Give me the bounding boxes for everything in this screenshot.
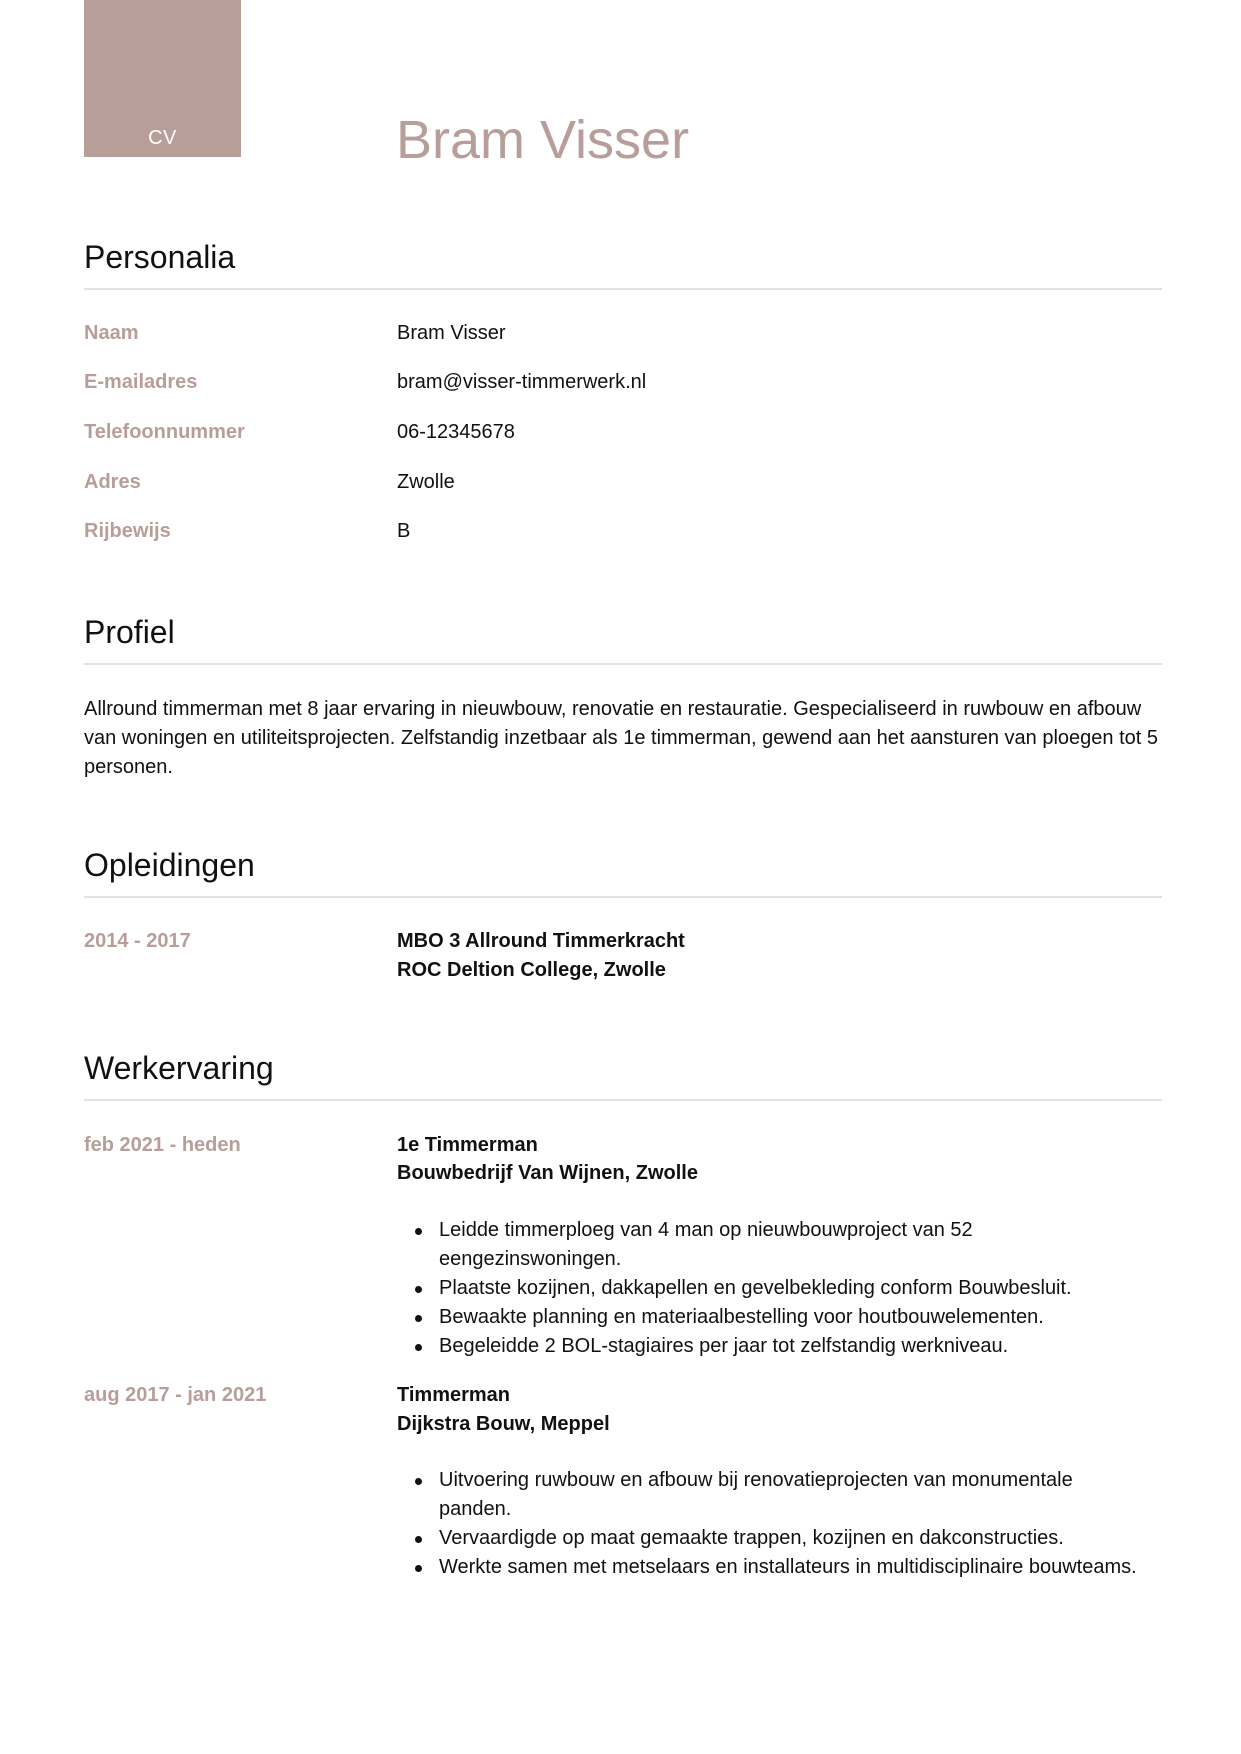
personalia-row-naam	[84, 318, 1162, 348]
job-role: 1e Timmerman	[397, 1134, 538, 1156]
education-degree: MBO 3 Allround Timmerkracht	[397, 930, 685, 952]
bullet-icon	[415, 1315, 422, 1322]
list-item	[397, 1332, 1137, 1361]
field-value: bram@visser-timmerwerk.nl	[397, 371, 647, 393]
field-value: B	[397, 520, 411, 542]
bullet-icon	[415, 1565, 422, 1572]
bullet-icon	[415, 1286, 422, 1293]
section-divider	[84, 896, 1162, 898]
bullet-icon	[415, 1478, 422, 1485]
section-title-personalia: Personalia	[84, 239, 236, 275]
list-item	[397, 1524, 1137, 1553]
job-company: Bouwbedrijf Van Wijnen, Zwolle	[397, 1162, 698, 1184]
job-period: aug 2017 - jan 2021	[84, 1384, 267, 1406]
section-divider	[84, 1099, 1162, 1101]
list-item-text: Uitvoering ruwbouw en afbouw bij renovatieprojecten van monumentale panden.	[439, 1469, 1073, 1520]
bullet-icon	[415, 1536, 422, 1543]
job-role: Timmerman	[397, 1384, 511, 1406]
cv-badge-label: CV	[148, 127, 177, 149]
section-title-profiel: Profiel	[84, 614, 175, 650]
list-item	[397, 1274, 1137, 1303]
list-item-text: Plaatste kozijnen, dakkapellen en gevelbekleding conform Bouwbesluit.	[439, 1277, 1072, 1299]
education-school: ROC Deltion College, Zwolle	[397, 959, 666, 981]
section-title-opleidingen: Opleidingen	[84, 847, 255, 883]
list-item	[397, 1553, 1137, 1582]
list-item-text: Begeleidde 2 BOL-stagiaires per jaar tot zelfstandig werkniveau.	[439, 1335, 1009, 1357]
list-item	[397, 1466, 1137, 1524]
bullet-icon	[415, 1228, 422, 1235]
cv-badge	[84, 0, 241, 157]
job-bullet-list	[397, 1466, 1137, 1582]
list-item	[397, 1216, 1137, 1274]
field-value: Zwolle	[397, 471, 455, 493]
bullet-icon	[415, 1344, 422, 1351]
list-item-text: Werkte samen met metselaars en installateurs in multidisciplinaire bouwteams.	[439, 1556, 1137, 1578]
personalia-row-telefoon	[84, 417, 1162, 447]
list-item	[397, 1303, 1137, 1332]
personalia-row-adres	[84, 467, 1162, 497]
list-item-text: Leidde timmerploeg van 4 man op nieuwbouwproject van 52 eengezinswoningen.	[439, 1219, 973, 1270]
personalia-row-email	[84, 367, 1162, 397]
education-period: 2014 - 2017	[84, 930, 191, 952]
field-label: Naam	[84, 322, 139, 344]
candidate-name: Bram Visser	[396, 110, 690, 170]
field-value: 06-12345678	[397, 421, 515, 443]
field-label: E-mailadres	[84, 371, 198, 393]
job-period: feb 2021 - heden	[84, 1134, 241, 1156]
section-divider	[84, 288, 1162, 290]
job-bullet-list	[397, 1216, 1137, 1361]
section-title-werkervaring: Werkervaring	[84, 1050, 274, 1086]
field-label: Adres	[84, 471, 141, 493]
list-item-text: Bewaakte planning en materiaalbestelling voor houtbouwelementen.	[439, 1306, 1044, 1328]
field-label: Telefoonnummer	[84, 421, 245, 443]
job-company: Dijkstra Bouw, Meppel	[397, 1413, 610, 1435]
personalia-row-rijbewijs	[84, 516, 1162, 546]
section-divider	[84, 663, 1162, 665]
field-value: Bram Visser	[397, 322, 506, 344]
field-label: Rijbewijs	[84, 520, 171, 542]
profile-summary: Allround timmerman met 8 jaar ervaring in nieuwbouw, renovatie en restauratie. Gespecialiseerd in ruwbouw en afbouw van woningen en utiliteitsprojecten. Zelfstandig inzetbaar als 1e timmerman, gewend aan het aansturen van ploegen tot 5 personen.	[84, 698, 1159, 778]
list-item-text: Vervaardigde op maat gemaakte trappen, kozijnen en dakconstructies.	[439, 1527, 1064, 1549]
